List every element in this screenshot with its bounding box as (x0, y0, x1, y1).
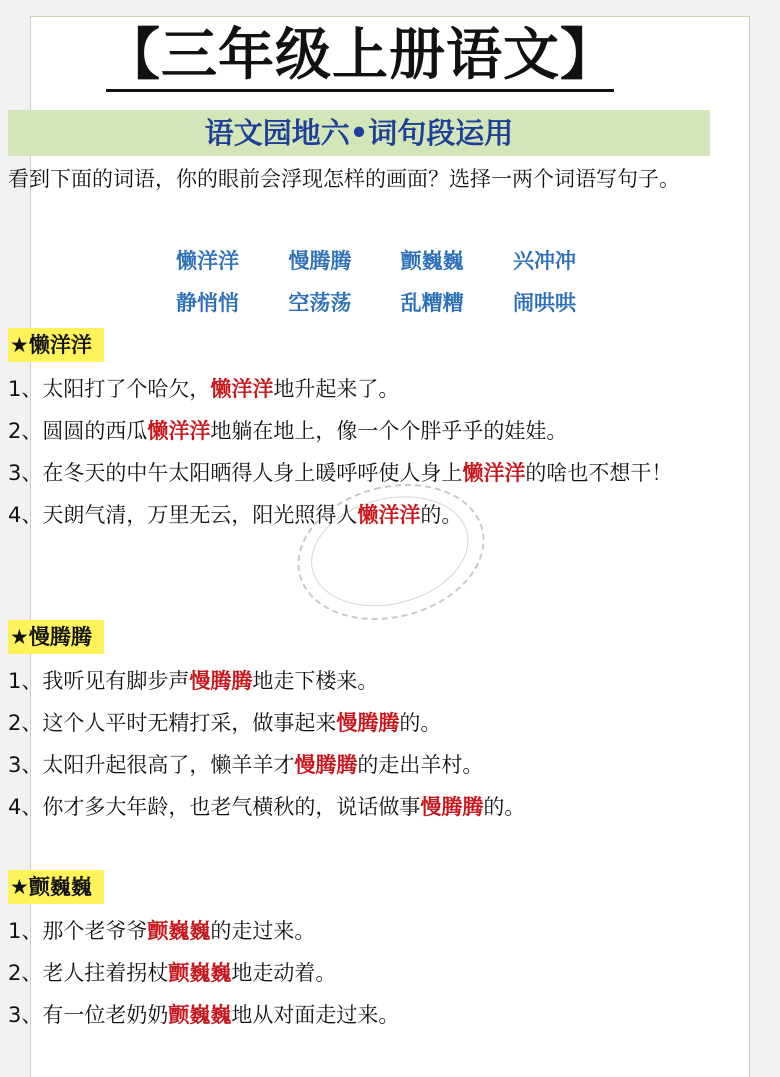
vocab-word: 慢腾腾 (288, 249, 352, 273)
highlight-word: 颤巍巍 (147, 919, 211, 943)
example-sentence: 1、那个老爷爷颤巍巍的走过来。 (8, 919, 316, 943)
vocab-word: 颤巍巍 (400, 249, 464, 273)
highlight-word: 颤巍巍 (168, 1003, 232, 1027)
vocab-word: 空荡荡 (288, 291, 352, 315)
example-sentence: 1、我听见有脚步声慢腾腾地走下楼来。 (8, 669, 379, 693)
highlight-word: 慢腾腾 (420, 795, 484, 819)
example-sentence: 1、太阳打了个哈欠，懒洋洋地升起来了。 (8, 377, 400, 401)
section-heading: ★慢腾腾 (8, 620, 104, 654)
vocab-word: 乱糟糟 (400, 291, 464, 315)
example-sentence: 3、太阳升起很高了，懒羊羊才慢腾腾的走出羊村。 (8, 753, 484, 777)
vocab-word: 兴冲冲 (512, 249, 576, 273)
section-mantengteng (8, 620, 710, 828)
example-sentence: 2、这个人平时无精打采，做事起来慢腾腾的。 (8, 711, 442, 735)
example-sentence: 3、在冬天的中午太阳晒得人身上暖呼呼使人身上懒洋洋的啥也不想干！ (8, 461, 673, 485)
highlight-word: 慢腾腾 (336, 711, 400, 735)
highlight-word: 懒洋洋 (147, 419, 211, 443)
highlight-word: 慢腾腾 (189, 669, 253, 693)
example-sentence: 4、天朗气清，万里无云，阳光照得人懒洋洋的。 (8, 503, 463, 527)
section-lanyangyang (8, 328, 710, 536)
word-row-2 (176, 288, 576, 318)
highlight-word: 懒洋洋 (210, 377, 274, 401)
vocab-word: 静悄悄 (176, 291, 239, 315)
example-sentence: 3、有一位老奶奶颤巍巍地从对面走过来。 (8, 1003, 400, 1027)
section-heading: ★颤巍巍 (8, 870, 104, 904)
highlight-word: 懒洋洋 (462, 461, 526, 485)
exercise-prompt: 看到下面的词语，你的眼前会浮现怎样的画面？选择一两个词语写句子。 (8, 167, 680, 191)
word-row-1 (176, 246, 576, 276)
example-sentence: 2、老人拄着拐杖颤巍巍地走动着。 (8, 961, 337, 985)
vocab-word: 懒洋洋 (176, 249, 239, 273)
vocab-word: 闹哄哄 (512, 291, 576, 315)
highlight-word: 慢腾腾 (294, 753, 358, 777)
example-sentence: 2、圆圆的西瓜懒洋洋地躺在地上，像一个个胖乎乎的娃娃。 (8, 419, 568, 443)
section-heading: ★懒洋洋 (8, 328, 104, 362)
section-chanweiwei (8, 870, 710, 1036)
title-underline (106, 89, 614, 92)
section-subtitle: 语文园地六•词句段运用 (204, 116, 514, 150)
highlight-word: 颤巍巍 (168, 961, 232, 985)
example-sentence: 4、你才多大年龄，也老气横秋的，说话做事慢腾腾的。 (8, 795, 526, 819)
highlight-word: 懒洋洋 (357, 503, 421, 527)
page-title: 【三年级上册语文】 (104, 23, 617, 88)
